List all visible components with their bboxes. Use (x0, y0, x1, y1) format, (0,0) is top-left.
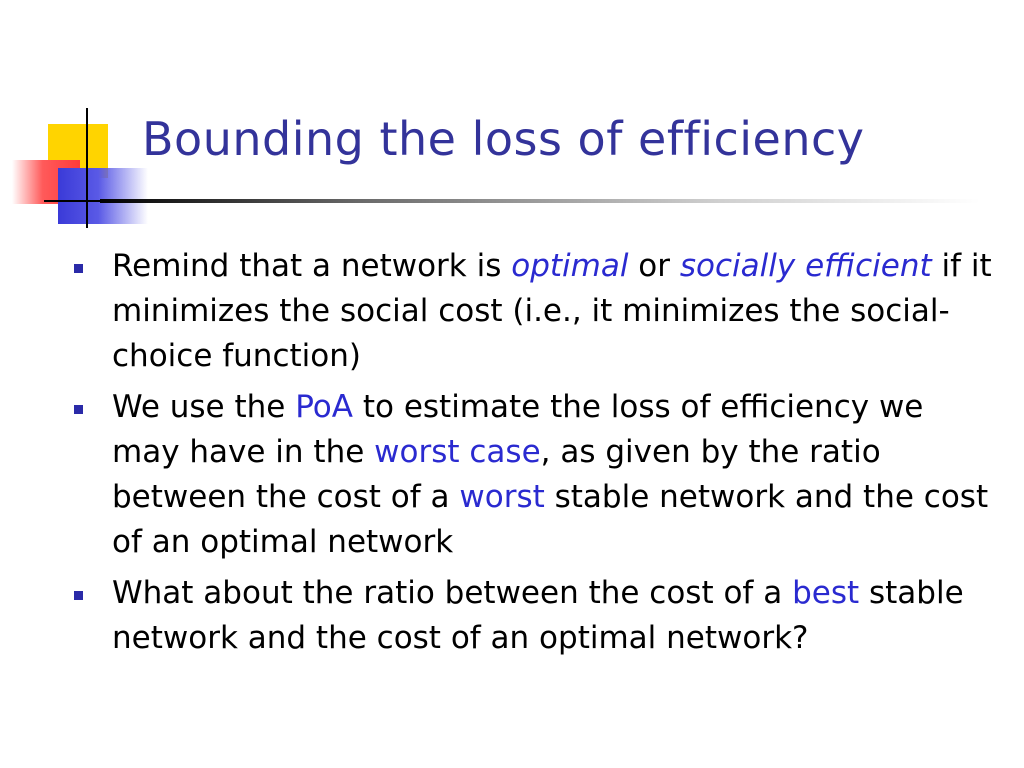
slide-title: Bounding the loss of efficiency (142, 112, 865, 166)
text-segment: We use the (112, 389, 296, 425)
bullet-item (74, 244, 994, 379)
bullet-square-icon (74, 405, 83, 414)
text-segment: if it minimizes the social cost (i.e., it minimizes the social-choice function) (112, 248, 992, 374)
logo-blue-bar (58, 168, 148, 224)
text-segment: stable network and the cost of an optimal network? (112, 575, 964, 656)
logo-vertical-line (86, 108, 88, 228)
bullet-text (112, 389, 988, 560)
text-segment: to estimate the loss of efficiency we may have in the (112, 389, 924, 470)
text-segment: , as given by the ratio between the cost of a (112, 434, 881, 515)
highlighted-term: socially efficient (679, 248, 932, 284)
text-segment: Remind that a network is (112, 248, 512, 284)
bullet-text (112, 248, 992, 374)
title-divider (100, 199, 980, 203)
bullet-square-icon (74, 591, 83, 600)
corner-logo-graphic (0, 0, 150, 240)
bullet-text (112, 575, 964, 656)
highlighted-term: worst (459, 479, 545, 515)
highlighted-term: optimal (511, 248, 629, 284)
bullet-list (74, 244, 994, 667)
text-segment: stable network and the cost of an optimal network (112, 479, 989, 560)
bullet-square-icon (74, 264, 83, 273)
bullet-item (74, 571, 994, 661)
highlighted-term: PoA (295, 389, 353, 425)
text-segment: What about the ratio between the cost of a (112, 575, 793, 611)
bullet-item (74, 385, 994, 565)
text-segment: or (628, 248, 680, 284)
highlighted-term: best (792, 575, 860, 611)
highlighted-term: worst case (374, 434, 541, 470)
